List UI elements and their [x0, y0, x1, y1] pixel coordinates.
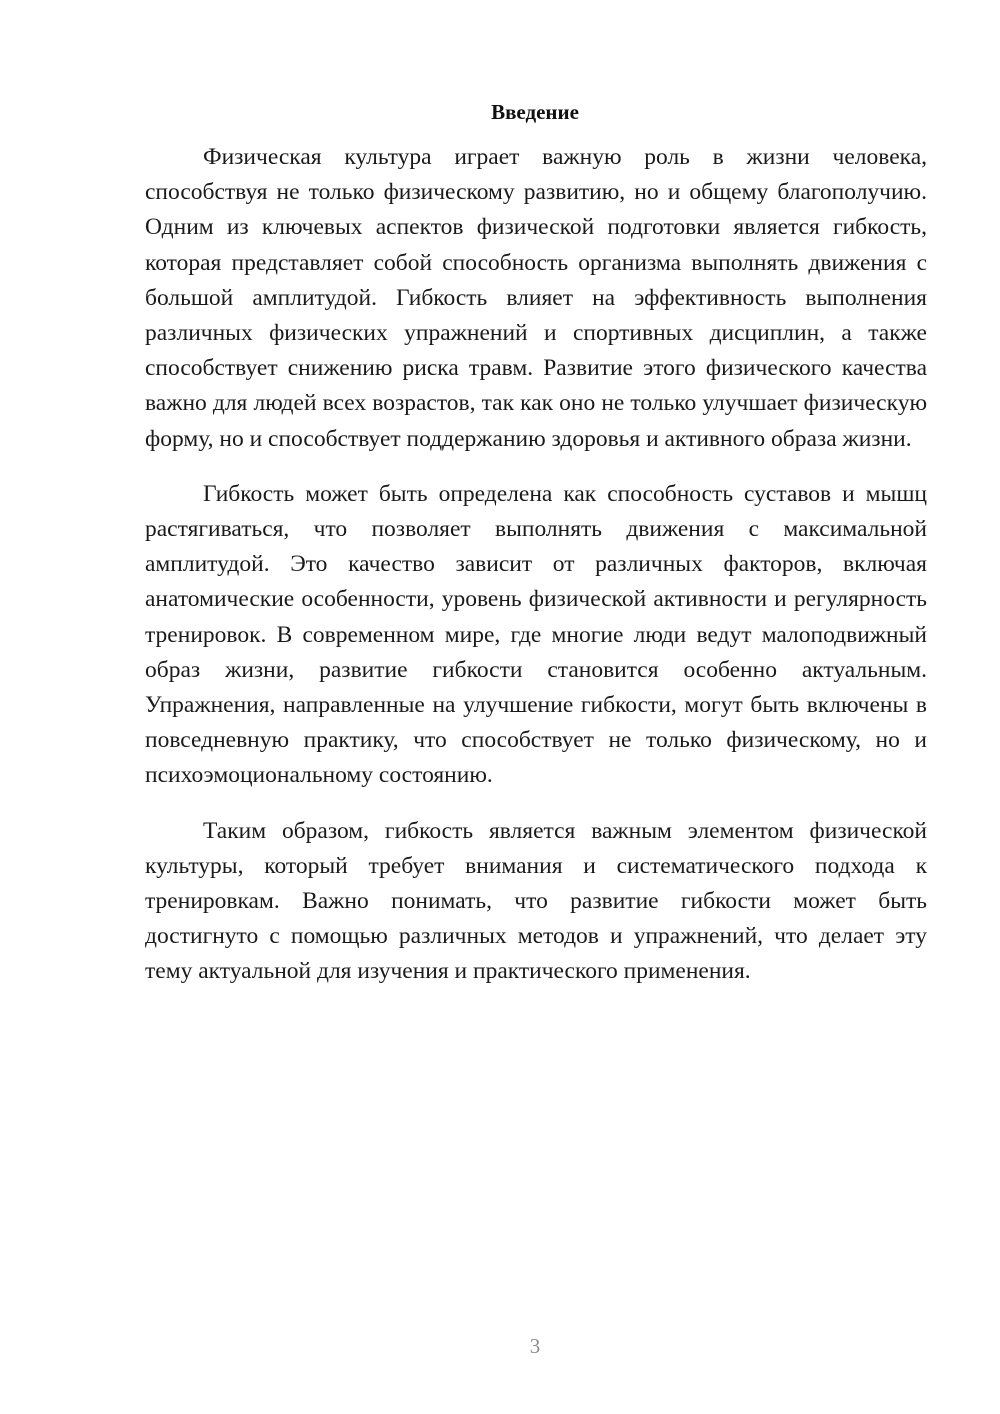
paragraph-1: Физическая культура играет важную роль в жизни человека, способствуя не только физическому развитию, но и общему благополучию. Одним из ключевых аспектов физической подготовки является гибкость, которая представляет собой способность организма выполнять движения с большой амплитудой. Гибкость влияет на эффективность выполнения различных физических упражнений и спортивных дисциплин, а также способствует снижению риска травм. Развитие этого физического качества важно для людей всех возрастов, так как оно не только улучшает физическую форму, но и способствует поддержанию здоровья и активного образа жизни. — [145, 144, 927, 452]
page-number: 3 — [529, 1334, 541, 1358]
paragraph-2: Гибкость может быть определена как способность суставов и мышц растягиваться, что позволяет выполнять движения с максимальной амплитудой. Это качество зависит от различных факторов, включая анатомические особенности, уровень физической активности и регулярность тренировок. В современном мире, где многие люди ведут малоподвижный образ жизни, развитие гибкости становится особенно актуальным. Упражнения, направленные на улучшение гибкости, могут быть включены в повседневную практику, что способствует не только физическому, но и психоэмоциональному состоянию. — [145, 480, 927, 789]
body-text — [145, 140, 927, 990]
paragraph-3: Таким образом, гибкость является важным элементом физической культуры, который требует внимания и систематического подхода к тренировкам. Важно понимать, что развитие гибкости может быть достигнуто с помощью различных методов и упражнений, что делает эту тему актуальной для изучения и практического применения. — [145, 817, 927, 985]
section-heading: Введение — [491, 100, 579, 124]
